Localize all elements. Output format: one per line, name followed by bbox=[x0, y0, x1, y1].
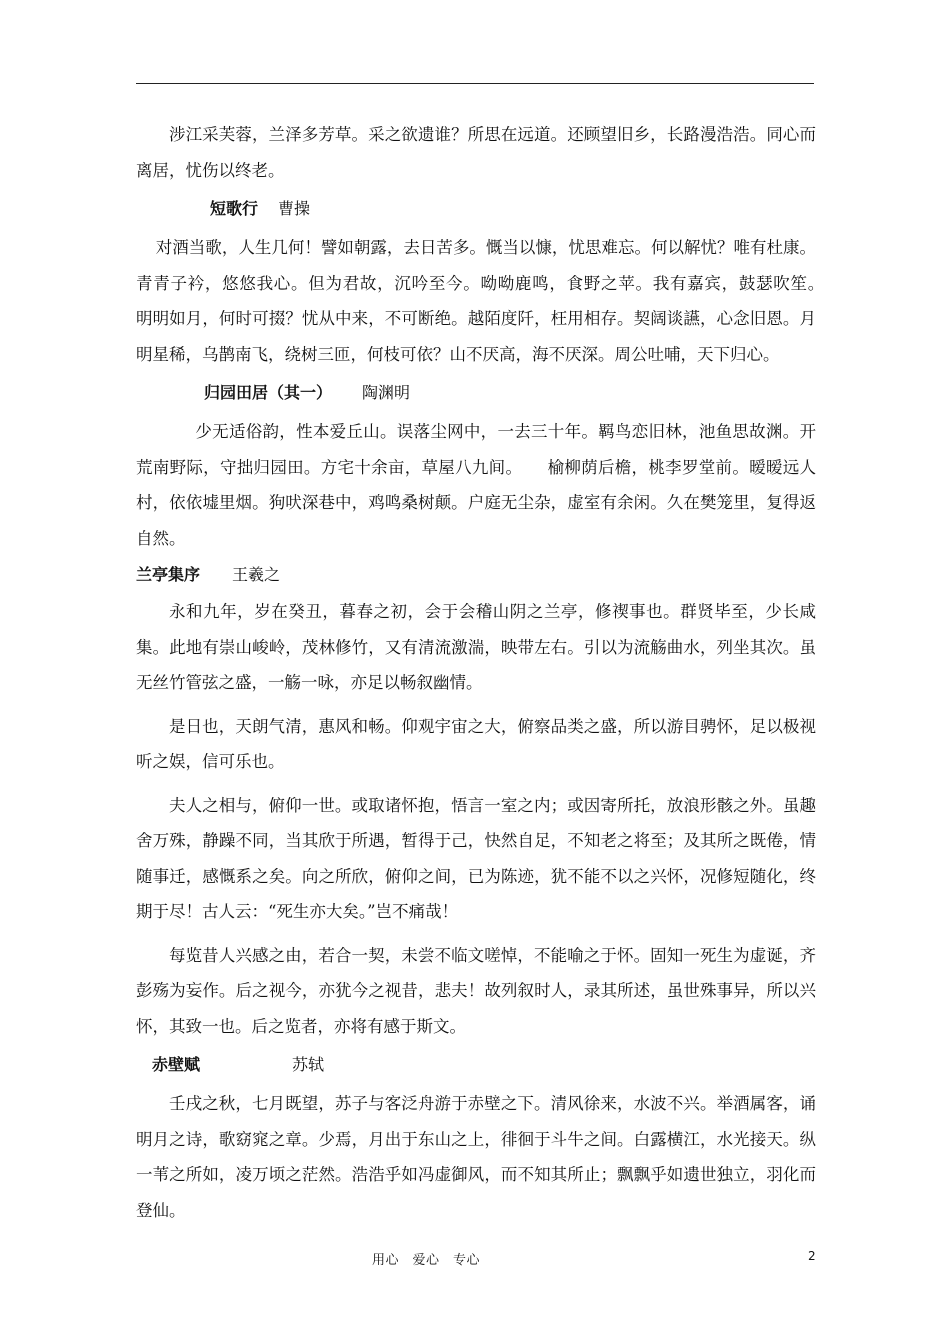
poem-title: 归园田居（其一） bbox=[204, 383, 333, 403]
header-rule bbox=[136, 83, 814, 84]
poem-title: 兰亭集序 bbox=[136, 565, 201, 585]
document-body bbox=[136, 117, 849, 1228]
poem-author: 曹操 bbox=[278, 199, 311, 219]
poem-paragraph: 少无适俗韵，性本爱丘山。误落尘网中，一去三十年。羁鸟恋旧林，池鱼思故渊。开荒南野际，守拙归园田。方宅十余亩，草屋八九间。 榆柳荫后檐，桃李罗堂前。暧暧远人村，依依墟里烟。狗吠深巷中，鸡鸣桑树颠。户庭无尘杂，虚室有余闲。久在樊笼里，复得返自然。 bbox=[136, 422, 816, 548]
poem-paragraph: 对酒当歌，人生几何！譬如朝露，去日苦多。慨当以慷，忧思难忘。何以解忧？唯有杜康。青青子衿，悠悠我心。但为君故，沉吟至今。呦呦鹿鸣，食野之苹。我有嘉宾，鼓瑟吹笙。 明明如月，何时可掇？忧从中来，不可断绝。越陌度阡，枉用相存。契阔谈讌，心念旧恩。月明星稀，乌鹊南飞，绕树三匝，何枝可依？山不厌高，海不厌深。周公吐哺，天下归心。 bbox=[136, 238, 849, 364]
page-number: 2 bbox=[808, 1249, 816, 1263]
poem-heading bbox=[136, 1044, 816, 1086]
poem-heading bbox=[136, 372, 816, 414]
poem-paragraph: 夫人之相与，俯仰一世。或取诸怀抱，悟言一室之内；或因寄所托，放浪形骸之外。虽趣舍万殊，静躁不同，当其欣于所遇，暂得于己，快然自足，不知老之将至；及其所之既倦，情随事迁，感慨系之矣。向之所欣，俯仰之间，已为陈迹，犹不能不以之兴怀，况修短随化，终期于尽！古人云：“死生亦大矣。”岂不痛哉！ bbox=[136, 795, 816, 921]
poem-paragraph: 壬戌之秋，七月既望，苏子与客泛舟游于赤壁之下。清风徐来，水波不兴。举酒属客，诵明月之诗，歌窈窕之章。少焉，月出于东山之上，徘徊于斗牛之间。白露横江，水光接天。纵一苇之所如，凌万顷之茫然。浩浩乎如冯虚御风，而不知其所止；飘飘乎如遗世独立，羽化而登仙。 bbox=[136, 1094, 816, 1220]
poem-paragraph: 永和九年，岁在癸丑，暮春之初，会于会稽山阴之兰亭，修禊事也。群贤毕至，少长咸集。此地有崇山峻岭，茂林修竹，又有清流激湍，映带左右。引以为流觞曲水，列坐其次。虽无丝竹管弦之盛，一觞一咏，亦足以畅叙幽情。 bbox=[136, 602, 816, 692]
poem-paragraph: 是日也，天朗气清，惠风和畅。仰观宇宙之大，俯察品类之盛，所以游目骋怀，足以极视听之娱，信可乐也。 bbox=[136, 716, 816, 771]
poem-paragraph: 涉江采芙蓉，兰泽多芳草。采之欲遗谁？所思在远道。还顾望旧乡，长路漫浩浩。同心而离居，忧伤以终老。 bbox=[136, 125, 816, 180]
footer-motto: 用心 爱心 专心 bbox=[372, 1253, 481, 1268]
poem-title: 赤壁赋 bbox=[152, 1055, 201, 1075]
poem-paragraph: 每览昔人兴感之由，若合一契，未尝不临文嗟悼，不能喻之于怀。固知一死生为虚诞，齐彭殇为妄作。后之视今，亦犹今之视昔，悲夫！故列叙时人，录其所述，虽世殊事异，所以兴怀，其致一也。后之览者，亦将有感于斯文。 bbox=[136, 945, 816, 1036]
poem-title: 短歌行 bbox=[210, 199, 259, 219]
poem-heading bbox=[136, 188, 816, 230]
poem-author: 苏轼 bbox=[292, 1055, 325, 1075]
poem-heading bbox=[136, 556, 816, 594]
poem-author: 陶渊明 bbox=[362, 383, 411, 403]
poem-author: 王羲之 bbox=[232, 565, 281, 585]
